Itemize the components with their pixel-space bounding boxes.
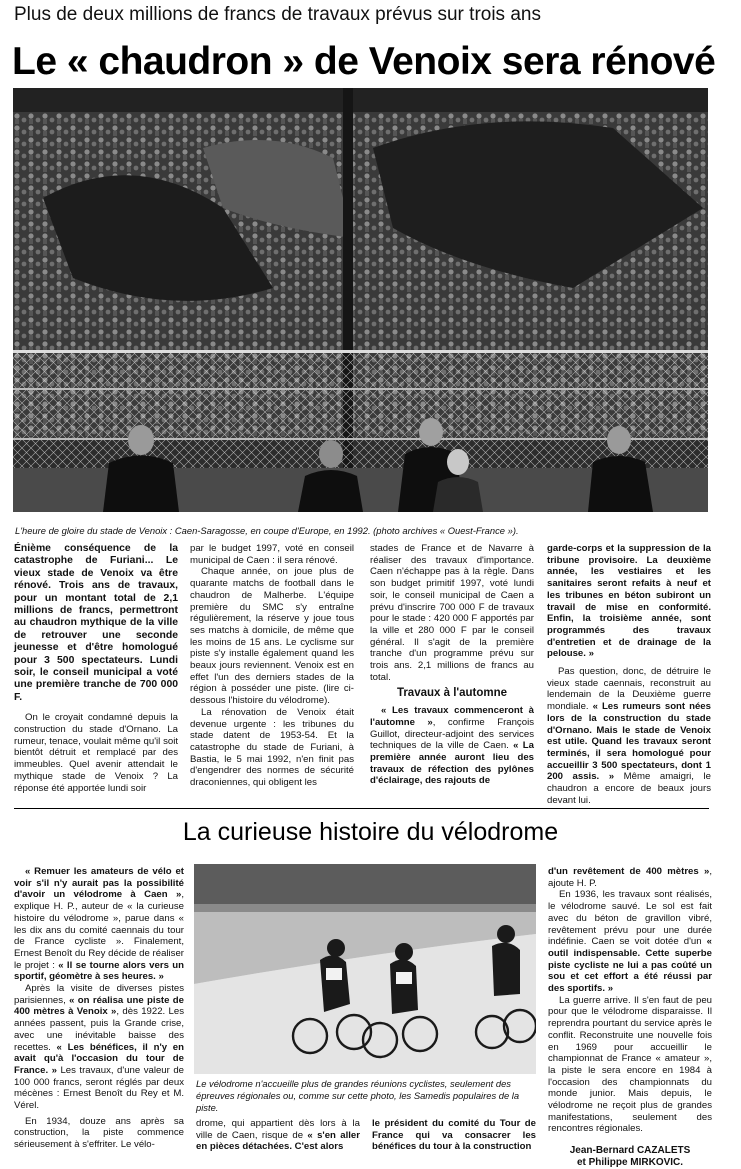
article-column-2 <box>190 543 354 789</box>
quote: « Les rumeurs sont nées lors de la construction du stade d'Ornano. Mais le stade de Venoix est utile. Quand les travaux seront terminés, il sera homologué pour accueillir 3 500 spectateurs, dont 1 200 assis. » <box>547 701 711 783</box>
paragraph <box>548 889 712 994</box>
paragraph: La guerre arrive. Il s'en faut de peu pour que le vélodrome disparaisse. Il reprendra pourtant du service après le conflit. Reconstruite une nouvelle fois en 1969 pour accueillir le championnat de France « amateur », la piste le sera encore en 1984 à l'occasion des championnats du monde junior. Mais depuis, le vélodrome ne reçoit plus de grandes manifestations, seulement des rencontres régionales. <box>548 994 712 1135</box>
paragraph <box>547 666 711 806</box>
paragraph <box>372 1118 536 1153</box>
text: Les travaux, d'une valeur de 100 000 francs, seront réglés par deux mécènes : Ernest Benoît du Rey et M. Vérel. <box>14 1064 184 1112</box>
article-column-1 <box>14 543 178 794</box>
paragraph: En 1934, douze ans après sa construction, la piste commence sérieusement à s'effriter. Le vélo- <box>14 1115 184 1151</box>
paragraph <box>548 866 712 889</box>
quote: « s'en aller en pièces détachées. C'est alors <box>196 1129 360 1153</box>
section-divider <box>14 808 709 809</box>
paragraph <box>14 866 184 983</box>
article-column-3 <box>370 543 534 787</box>
quote: « Il se tourne alors vers un sportif, géomètre à ses heures. » <box>14 959 184 983</box>
article-column-4 <box>547 543 711 806</box>
article-headline: Le « chaudron » de Venoix sera rénové <box>12 40 716 83</box>
stadium-photo-illustration <box>13 88 708 512</box>
byline <box>548 1145 712 1169</box>
article-lead: Énième conséquence de la catastrophe de Furiani... Le vieux stade de Venoix va être rénové. Trois ans de travaux, pour un montant total de 2,1 millions de francs, permettront au chaudron mythique de la ville de retrouver une seconde jeunesse et d'être homologué pour 3 500 spectateurs. Lundi soir, le conseil municipal a voté une première tranche de 700 000 F. <box>14 543 178 703</box>
byline-author-2: et Philippe MIRKOVIC. <box>576 1157 684 1169</box>
paragraph <box>14 983 184 1112</box>
paragraph: La rénovation de Venoix était devenue urgente : les tribunes du stade datent de 1953-54. Et la catastrophe du stade de Furiani, à Bastia, le 5 mai 1992, n'en finit pas d'engendrer des normes de sécurité draconiennes, qui obligent les <box>190 706 354 789</box>
paragraph: par le budget 1997, voté en conseil municipal de Caen : il sera rénové. <box>190 543 354 566</box>
velodrome-photo <box>194 864 536 1074</box>
text: Même amaigri, le chaudron a encore de beaux jours devant lui. <box>547 771 711 806</box>
stadium-photo <box>13 88 708 512</box>
article2-headline: La curieuse histoire du vélodrome <box>182 818 559 846</box>
text: En 1936, les travaux sont réalisés, le vélodrome sauvé. Le sol est fait avec du béton de gravillon vibré, revêtement prévu pour une durée indéfinie. Caen se voit dotée d'un <box>548 889 712 948</box>
text: Après la visite de diverses pistes parisiennes, <box>14 983 184 1006</box>
velodrome-photo-illustration <box>194 864 536 1074</box>
article2-column-3 <box>372 1118 536 1153</box>
text: , explique H. P., auteur de « la curieuse histoire du vélodrome », parue dans « les dix ans du comité caennais du tour de France cycliste ». Finalement, Ernest Benoît du Rey décide de réaliser le projet : <box>14 889 184 971</box>
paragraph <box>196 1118 360 1153</box>
article2-column-1 <box>14 866 184 1151</box>
paragraph: On le croyait condamné depuis la construction du stade d'Ornano. La rumeur, tenace, voulait même qu'il soit bientôt détruit et remplacé par des immeubles. Quel avenir attendait le mythique stade de Venoix ? La réponse été apportée lundi soir <box>14 712 178 794</box>
quote: « La première année auront lieu des travaux de réfection des pylônes d'éclairage, des rajouts de <box>370 740 535 787</box>
quote: garde-corps et la suppression de la tribune provisoire. La deuxième année, les vestiaires et les sanitaires seront refaits à neuf et les tribunes en béton subiront un travail de mise en conformité. Enfin, la troisième année, sont programmés des travaux d'entretien et de drainage de la pelouse. » <box>547 543 711 660</box>
article2-column-2 <box>196 1118 360 1153</box>
quote: « on réalisa une piste de 400 mètres à Venoix » <box>14 994 184 1018</box>
quote: « Les travaux commenceront à l'automne » <box>370 705 534 728</box>
text: , confirme François Guillot, directeur-adjoint des services techniques de la ville de Caen. <box>370 716 534 752</box>
paragraph <box>547 543 711 660</box>
paragraph: Chaque année, on joue plus de quarante matchs de football dans le chaudron de Malherbe. L'équipe première du SMC s'y entraîne régulièrement, la réserve y joue tous ses matchs à domicile, de même que les moins de 15 ans. Le cyclisme sur piste s'y installe également quand les beaux jours reviennent. Venoix est en effet l'un des derniers stades de la région à posséder une piste. (lire ci-dessous l'histoire du vélodrome). <box>190 566 354 707</box>
quote: « Remuer les amateurs de vélo et voir s'il n'y aurait pas la possibilité d'avoir un vélodrome à Caen » <box>14 866 184 901</box>
paragraph <box>370 705 534 787</box>
velodrome-caption: Le vélodrome n'accueille plus de grandes réunions cyclistes, seulement des épreuves régionales ou, comme sur cette photo, les Samedis populaires de la piste. <box>196 1078 520 1113</box>
quote: « outil indispensable. Cette superbe piste cycliste ne lui a pas coûté un sou et cet effort a été réussi par des sportifs. » <box>548 936 713 995</box>
quote: « Les bénéfices, il n'y en avait qu'à l'occasion du tour de France. » <box>14 1041 184 1076</box>
paragraph: stades de France et de Navarre à réaliser des travaux d'importance. Caen n'échappe pas à la règle. Dans son budget primitif 1997, voté lundi soir, le conseil municipal de Caen a prévu d'inscrire 700 000 F de travaux pour le stade : 420 000 F apportés par la ville et 280 000 F par le conseil général. Il s'agit de la première tranche d'un programme prévu sur trois ans. 2,1 millions de francs au total. <box>370 543 534 683</box>
article2-column-4 <box>548 866 712 1169</box>
text: , dès 1922. Les années passent, puis la Grande crise, avec une inévitable baisse des recettes. <box>14 1006 185 1053</box>
text: Pas question, donc, de détruire le vieux stade caennais, reconstruit au lendemain de la Deuxième guerre mondiale. <box>547 666 711 713</box>
text: drome, qui appartient dès lors à la ville de Caen, risque de <box>196 1118 360 1141</box>
text: , ajoute H. P. <box>548 866 712 889</box>
photo-caption: L'heure de gloire du stade de Venoix : Caen-Saragosse, en coupe d'Europe, en 1992. (photo archives « Ouest-France »). <box>15 525 519 536</box>
article-kicker: Plus de deux millions de francs de travaux prévus sur trois ans <box>14 4 541 25</box>
quote: d'un revêtement de 400 mètres » <box>548 866 710 877</box>
quote: le président du comité du Tour de France qui va consacrer les bénéfices du tour à la construction <box>372 1118 536 1153</box>
section-subhead: Travaux à l'automne <box>396 687 508 700</box>
byline-author-1: Jean-Bernard CAZALETS <box>569 1145 691 1157</box>
